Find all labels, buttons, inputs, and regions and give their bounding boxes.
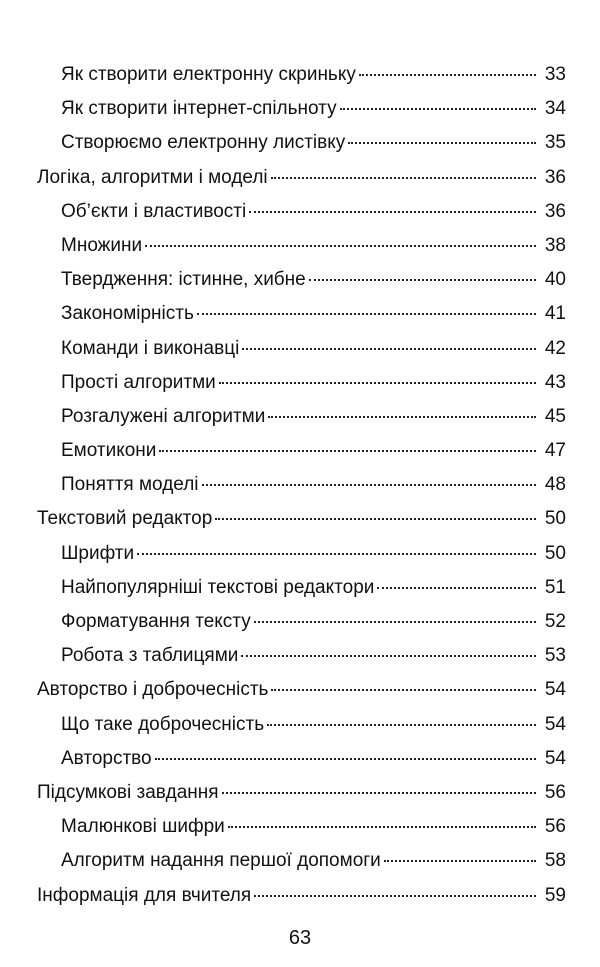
toc-entry-page: 48 [544,474,566,496]
toc-entry-page: 54 [544,679,566,701]
toc-entry-page: 54 [544,713,566,735]
toc-dot-leader [254,895,536,897]
toc-entry-title: Емотикони [61,440,157,462]
toc-entry-title: Поняття моделі [61,474,199,496]
toc-entry-page: 51 [544,576,566,598]
toc-entry-page: 56 [544,781,566,803]
toc-dot-leader [197,313,536,315]
toc-entry-page: 47 [544,440,566,462]
toc-entry-page: 41 [544,303,566,325]
toc-entry [0,58,600,92]
toc-dot-leader [271,689,536,691]
toc-entry-page: 36 [544,166,566,188]
toc-dot-leader [377,587,536,589]
toc-entry-title: Твердження: істинне, хибне [61,269,306,291]
toc-entry-title: Алгоритм надання першої допомоги [61,850,381,872]
toc-entry-title: Розгалужені алгоритми [61,405,266,427]
toc-entry [0,810,600,844]
toc-entry [0,366,600,400]
toc-entry-page: 53 [544,645,566,667]
toc-entry-page: 50 [544,508,566,530]
toc-entry [0,126,600,160]
toc-entry-page: 58 [544,850,566,872]
toc-dot-leader [242,348,536,350]
toc-entry [0,434,600,468]
toc-dot-leader [219,382,536,384]
toc-entry-title: Шрифти [61,542,135,564]
toc-entry [0,400,600,434]
toc-entry-page: 54 [544,747,566,769]
toc-dot-leader [228,826,536,828]
table-of-contents [0,58,600,913]
toc-entry [0,879,600,913]
toc-entry-title: Що таке доброчесність [61,713,265,735]
toc-entry-page: 50 [544,542,566,564]
toc-dot-leader [271,177,536,179]
toc-entry-page: 33 [544,64,566,85]
toc-entry [0,639,600,673]
toc-entry [0,263,600,297]
toc-entry-page: 43 [544,371,566,393]
toc-entry [0,502,600,536]
toc-entry [0,297,600,331]
toc-entry-page: 35 [544,132,566,154]
toc-entry-title: Створюємо електронну листівку [61,132,346,154]
toc-entry [0,537,600,571]
toc-entry [0,571,600,605]
toc-dot-leader [359,74,536,76]
toc-dot-leader [348,142,536,144]
toc-dot-leader [254,621,536,623]
toc-entry [0,92,600,126]
toc-dot-leader [202,484,536,486]
page-number: 63 [288,927,312,949]
toc-dot-leader [241,655,536,657]
toc-dot-leader [215,518,536,520]
toc-entry [0,161,600,195]
toc-entry [0,776,600,810]
toc-entry [0,229,600,263]
toc-entry-title: Інформація для вчителя [37,884,252,906]
toc-entry [0,468,600,502]
toc-dot-leader [159,450,536,452]
toc-entry-title: Множини [61,234,143,256]
toc-entry-title: Малюнкові шифри [61,816,225,838]
toc-dot-leader [267,724,536,726]
toc-entry-page: 52 [544,611,566,632]
toc-entry [0,605,600,639]
toc-entry-page: 42 [544,337,566,359]
toc-entry-page: 59 [544,884,566,906]
toc-entry-title: Як створити електронну скриньку [61,64,356,85]
toc-entry-title: Команди і виконавці [61,337,240,359]
toc-entry-title: Авторство і доброчесність [37,679,269,701]
toc-entry-title: Форматування тексту [61,611,251,632]
toc-entry-page: 38 [544,234,566,256]
toc-entry-page: 56 [544,816,566,838]
toc-entry-title: Робота з таблицями [61,645,239,667]
toc-entry-title: Об’єкти і властивості [61,200,247,222]
toc-entry [0,673,600,707]
toc-entry-title: Підсумкові завдання [37,781,219,803]
toc-entry-page: 36 [544,200,566,222]
toc-dot-leader [309,279,536,281]
toc-entry [0,708,600,742]
toc-dot-leader [145,245,536,247]
toc-entry [0,742,600,776]
toc-dot-leader [249,211,536,213]
toc-dot-leader [268,416,536,418]
toc-entry [0,332,600,366]
toc-entry-title: Закономірність [61,303,194,325]
toc-dot-leader [340,108,536,110]
toc-entry-page: 40 [544,269,566,291]
toc-dot-leader [222,792,536,794]
toc-entry-title: Авторство [61,747,152,769]
toc-entry-title: Прості алгоритми [61,371,216,393]
toc-dot-leader [155,758,536,760]
toc-entry [0,195,600,229]
toc-entry-page: 45 [544,405,566,427]
toc-entry-title: Найпопулярніші текстові редактори [61,576,375,598]
toc-dot-leader [137,553,536,555]
toc-entry-title: Логіка, алгоритми і моделі [37,166,268,188]
toc-entry-title: Текстовий редактор [37,508,213,530]
toc-entry-title: Як створити інтернет-спільноту [61,98,337,120]
toc-entry [0,844,600,878]
toc-dot-leader [384,860,536,862]
toc-entry-page: 34 [544,98,566,120]
